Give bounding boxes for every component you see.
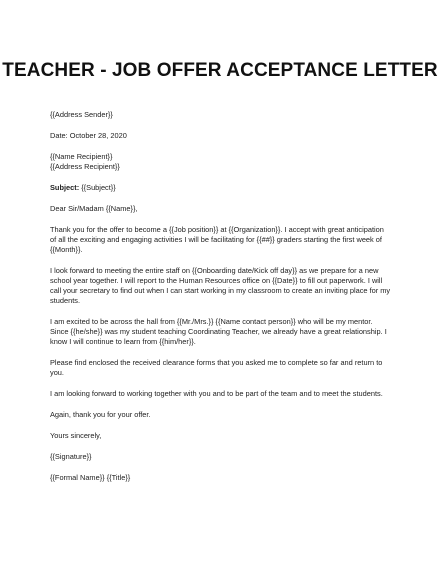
salutation: Dear Sir/Madam {{Name}}, bbox=[50, 204, 138, 213]
closing: Yours sincerely, bbox=[50, 431, 102, 440]
subject-value: {{Subject}} bbox=[79, 183, 116, 192]
signature: {{Signature}} bbox=[50, 452, 92, 461]
paragraph-line: {{Month}}. bbox=[50, 245, 83, 254]
paragraph-acceptance bbox=[50, 225, 402, 255]
paragraph-line: you. bbox=[50, 368, 64, 377]
recipient-block bbox=[50, 152, 402, 172]
paragraph-team bbox=[50, 389, 402, 399]
paragraph-line: Thank you for the offer to become a {{Job position}} at {{Organization}}. I accept with great anticipation bbox=[50, 225, 384, 234]
formal-name-title: {{Formal Name}} {{Title}} bbox=[50, 473, 131, 482]
paragraph-line: I am excited to be across the hall from {{Mr./Mrs.}} {{Name contact person}} who will be my mentor. bbox=[50, 317, 373, 326]
paragraph-line: Since {{he/she}} was my student teaching Coordinating Teacher, we already have a great relationship. I bbox=[50, 327, 387, 336]
formal-name-block bbox=[50, 473, 402, 483]
signature-block bbox=[50, 452, 402, 462]
salutation-block bbox=[50, 204, 402, 214]
paragraph-line: Again, thank you for your offer. bbox=[50, 410, 151, 419]
address-recipient: {{Address Recipient}} bbox=[50, 162, 120, 171]
letter-date: Date: October 28, 2020 bbox=[50, 131, 127, 140]
paragraph-line: school year together. I will report to the Human Resources office on {{Date}} to fill out paperwork. I will bbox=[50, 276, 383, 285]
name-recipient: {{Name Recipient}} bbox=[50, 152, 113, 161]
paragraph-mentor bbox=[50, 317, 402, 347]
paragraph-enclosure bbox=[50, 358, 402, 378]
date-block bbox=[50, 131, 402, 141]
subject-label: Subject: bbox=[50, 183, 80, 192]
address-sender: {{Address Sender}} bbox=[50, 110, 113, 119]
letter-title: TEACHER - JOB OFFER ACCEPTANCE LETTER bbox=[2, 60, 438, 81]
paragraph-line: I look forward to meeting the entire staff on {{Onboarding date/Kick off day}} as we prepare for a new bbox=[50, 266, 379, 275]
paragraph-line: I am looking forward to working together with you and to be part of the team and to meet the students. bbox=[50, 389, 383, 398]
subject-line bbox=[50, 183, 402, 193]
paragraph-onboarding bbox=[50, 266, 402, 306]
sender-block bbox=[50, 110, 402, 120]
letter-body bbox=[50, 110, 402, 483]
closing-block bbox=[50, 431, 402, 441]
paragraph-line: students. bbox=[50, 296, 80, 305]
paragraph-thanks bbox=[50, 410, 402, 420]
paragraph-line: know I will continue to learn from {{him/her}}. bbox=[50, 337, 196, 346]
paragraph-line: Please find enclosed the received clearance forms that you asked me to complete so far and return to bbox=[50, 358, 383, 367]
paragraph-line: call your secretary to find out when I can start working in my classroom to create an inviting place for my bbox=[50, 286, 391, 295]
paragraph-line: of all the exciting and engaging activities I will be facilitating for {{##}} graders starting the first week of bbox=[50, 235, 382, 244]
subject-block bbox=[50, 183, 402, 193]
